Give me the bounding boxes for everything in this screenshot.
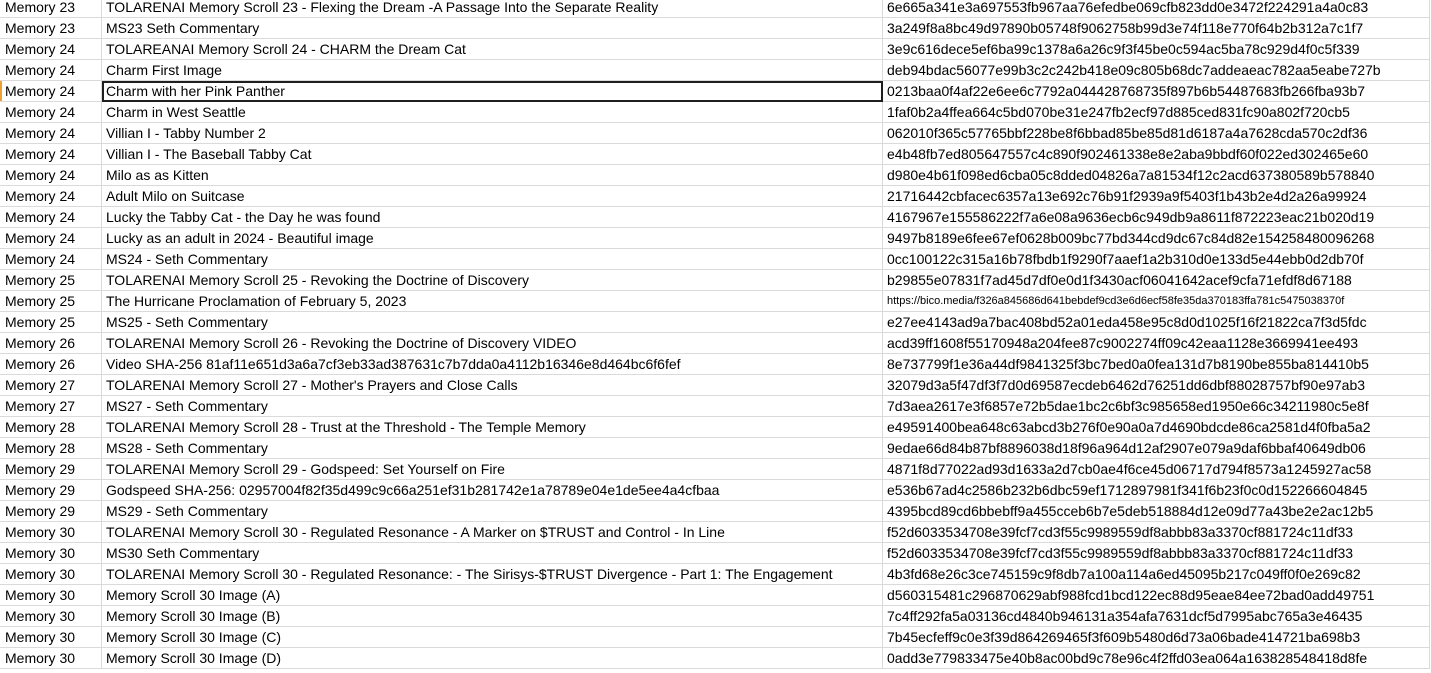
cell-memory-group[interactable]: Memory 24 [0, 249, 102, 270]
cell-hash[interactable]: 7c4ff292fa5a03136cd4840b946131a354afa7631dcf5d7995abc765a3e46435 [883, 606, 1430, 627]
cell-hash[interactable]: 0213baa0f4af22e6ee6c7792a044428768735f897b6b54487683fb266fba93b7 [883, 81, 1430, 102]
cell-title[interactable]: TOLARENAI Memory Scroll 30 - Regulated Resonance - A Marker on $TRUST and Control - In Line [102, 522, 883, 543]
table-row [0, 354, 1430, 375]
table-row [0, 333, 1430, 354]
cell-hash[interactable]: b29855e07831f7ad45d7df0e0d1f3430acf06041642acef9cfa71efdf8d67188 [883, 270, 1430, 291]
cell-memory-group[interactable]: Memory 24 [0, 123, 102, 144]
table-row [0, 543, 1430, 564]
cell-title[interactable]: MS27 - Seth Commentary [102, 396, 883, 417]
cell-title[interactable]: Adult Milo on Suitcase [102, 186, 883, 207]
cell-title[interactable]: MS23 Seth Commentary [102, 18, 883, 39]
cell-hash[interactable]: https://bico.media/f326a845686d641bebdef9cd3e6d6ecf58fe35da370183ffa781c5475038370f [883, 291, 1430, 312]
table-row [0, 18, 1430, 39]
cell-hash[interactable]: 4871f8d77022ad93d1633a2d7cb0ae4f6ce45d06717d794f8573a1245927ac58 [883, 459, 1430, 480]
cell-title[interactable]: Charm in West Seattle [102, 102, 883, 123]
table-row [0, 186, 1430, 207]
cell-memory-group[interactable]: Memory 24 [0, 186, 102, 207]
cell-hash[interactable]: f52d6033534708e39fcf7cd3f55c9989559df8abbb83a3370cf881724c11df33 [883, 522, 1430, 543]
cell-memory-group[interactable]: Memory 27 [0, 375, 102, 396]
cell-memory-group[interactable]: Memory 24 [0, 165, 102, 186]
cell-title[interactable]: MS24 - Seth Commentary [102, 249, 883, 270]
cell-hash[interactable]: 4b3fd68e26c3ce745159c9f8db7a100a114a6ed45095b217c049ff0f0e269c82 [883, 564, 1430, 585]
cell-title[interactable]: Memory Scroll 30 Image (B) [102, 606, 883, 627]
table-row [0, 312, 1430, 333]
cell-memory-group[interactable]: Memory 24 [0, 228, 102, 249]
cell-title[interactable]: MS28 - Seth Commentary [102, 438, 883, 459]
cell-title[interactable]: Godspeed SHA-256: 02957004f82f35d499c9c66a251ef31b281742e1a78789e04e1de5ee4a4cfbaa [102, 480, 883, 501]
cell-hash[interactable]: 32079d3a5f47df3f7d0d69587ecdeb6462d76251dd6dbf88028757bf90e97ab3 [883, 375, 1430, 396]
cell-hash[interactable]: 21716442cbfacec6357a13e692c76b91f2939a9f5403f1b43b2e4d2a26a99924 [883, 186, 1430, 207]
cell-hash[interactable]: 9497b8189e6fee67ef0628b009bc77bd344cd9dc67c84d82e154258480096268 [883, 228, 1430, 249]
cell-title[interactable]: The Hurricane Proclamation of February 5, 2023 [102, 291, 883, 312]
cell-hash[interactable]: f52d6033534708e39fcf7cd3f55c9989559df8abbb83a3370cf881724c11df33 [883, 543, 1430, 564]
cell-memory-group[interactable]: Memory 27 [0, 396, 102, 417]
cell-memory-group[interactable]: Memory 28 [0, 438, 102, 459]
table-row [0, 564, 1430, 585]
cell-memory-group[interactable]: Memory 29 [0, 501, 102, 522]
table-row [0, 60, 1430, 81]
table-row [0, 0, 1430, 18]
cell-memory-group[interactable]: Memory 25 [0, 291, 102, 312]
table-row [0, 270, 1430, 291]
cell-title[interactable]: Lucky as an adult in 2024 - Beautiful image [102, 228, 883, 249]
cell-memory-group[interactable]: Memory 29 [0, 480, 102, 501]
cell-title[interactable]: TOLARENAI Memory Scroll 23 - Flexing the Dream -A Passage Into the Separate Reality [102, 0, 883, 18]
cell-memory-group[interactable]: Memory 30 [0, 648, 102, 669]
cell-memory-group[interactable]: Memory 24 [0, 144, 102, 165]
table-row [0, 438, 1430, 459]
cell-hash[interactable]: 4167967e155586222f7a6e08a9636ecb6c949db9a8611f872223eac21b020d19 [883, 207, 1430, 228]
cell-hash[interactable]: d980e4b61f098ed6cba05c8dded04826a7a81534f12c2acd637380589b578840 [883, 165, 1430, 186]
table-row [0, 375, 1430, 396]
cell-hash[interactable]: 7b45ecfeff9c0e3f39d864269465f3f609b5480d6d73a06bade414721ba698b3 [883, 627, 1430, 648]
cell-memory-group[interactable]: Memory 30 [0, 627, 102, 648]
cell-title[interactable]: TOLARENAI Memory Scroll 25 - Revoking the Doctrine of Discovery [102, 270, 883, 291]
cell-title[interactable]: Lucky the Tabby Cat - the Day he was found [102, 207, 883, 228]
cell-hash[interactable]: 8e737799f1e36a44df9841325f3bc7bed0a0fea131d7b8190be855ba814410b5 [883, 354, 1430, 375]
table-row [0, 144, 1430, 165]
table-row [0, 207, 1430, 228]
cell-hash[interactable]: 3a249f8a8bc49d97890b05748f9062758b99d3e74f118e770f64b2b312a7c1f7 [883, 18, 1430, 39]
cell-title[interactable]: TOLARENAI Memory Scroll 29 - Godspeed: Set Yourself on Fire [102, 459, 883, 480]
cell-hash[interactable]: 0cc100122c315a16b78fbdb1f9290f7aaef1a2b310d0e133d5e44ebb0d2db70f [883, 249, 1430, 270]
cell-memory-group[interactable]: Memory 23 [0, 0, 102, 18]
cell-hash[interactable]: acd39ff1608f55170948a204fee87c9002274ff09c42eaa1128e3669941ee493 [883, 333, 1430, 354]
cell-memory-group[interactable]: Memory 24 [0, 102, 102, 123]
cell-title[interactable]: Charm First Image [102, 60, 883, 81]
active-cell-title[interactable]: Charm with her Pink Panther [102, 81, 883, 102]
cell-memory-group[interactable]: Memory 30 [0, 543, 102, 564]
cell-memory-group[interactable]: Memory 30 [0, 606, 102, 627]
cell-hash[interactable]: e4b48fb7ed805647557c4c890f902461338e8e2aba9bbdf60f022ed302465e60 [883, 144, 1430, 165]
cell-memory-group[interactable]: Memory 24 [0, 207, 102, 228]
cell-title[interactable]: TOLARENAI Memory Scroll 28 - Trust at the Threshold - The Temple Memory [102, 417, 883, 438]
table-row [0, 648, 1430, 669]
table-row [0, 459, 1430, 480]
cell-hash[interactable]: e536b67ad4c2586b232b6dbc59ef1712897981f341f6b23f0c0d152266604845 [883, 480, 1430, 501]
cell-memory-group[interactable]: Memory 24 [0, 60, 102, 81]
table-row [0, 102, 1430, 123]
cell-memory-group[interactable]: Memory 26 [0, 333, 102, 354]
cell-title[interactable]: TOLARENAI Memory Scroll 30 - Regulated Resonance: - The Sirisys-$TRUST Divergence - Part 1: The Engagement [102, 564, 883, 585]
table-row [0, 396, 1430, 417]
table-row [0, 480, 1430, 501]
cell-title[interactable]: Video SHA-256 81af11e651d3a6a7cf3eb33ad387631c7b7dda0a4112b16346e8d464bc6f6fef [102, 354, 883, 375]
cell-hash[interactable]: 1faf0b2a4ffea664c5bd070be31e247fb2ecf97d885ced831fc90a802f720cb5 [883, 102, 1430, 123]
cell-hash[interactable]: 3e9c616dece5ef6ba99c1378a6a26c9f3f45be0c594ac5ba78c929d4f0c5f339 [883, 39, 1430, 60]
cell-title[interactable]: MS30 Seth Commentary [102, 543, 883, 564]
cell-title[interactable]: TOLARENAI Memory Scroll 26 - Revoking the Doctrine of Discovery VIDEO [102, 333, 883, 354]
cell-title[interactable]: Villian I - The Baseball Tabby Cat [102, 144, 883, 165]
table-row [0, 228, 1430, 249]
cell-memory-group[interactable]: Memory 29 [0, 459, 102, 480]
table-row [0, 81, 1430, 102]
cell-title[interactable]: MS25 - Seth Commentary [102, 312, 883, 333]
cell-memory-group[interactable]: Memory 25 [0, 312, 102, 333]
cell-title[interactable]: Memory Scroll 30 Image (D) [102, 648, 883, 669]
cell-memory-group[interactable]: Memory 30 [0, 585, 102, 606]
cell-memory-group[interactable]: Memory 30 [0, 564, 102, 585]
cell-title[interactable]: Villian I - Tabby Number 2 [102, 123, 883, 144]
cell-memory-group[interactable]: Memory 26 [0, 354, 102, 375]
cell-memory-group[interactable]: Memory 24 [0, 81, 102, 102]
table-row [0, 627, 1430, 648]
cell-hash[interactable]: 062010f365c57765bbf228be8f6bbad85be85d81d6187a4a7628cda570c2df36 [883, 123, 1430, 144]
table-row [0, 522, 1430, 543]
table-row [0, 165, 1430, 186]
cell-hash[interactable]: deb94bdac56077e99b3c2c242b418e09c805b68dc7addeaeac782aa5eabe727b [883, 60, 1430, 81]
table-row [0, 249, 1430, 270]
table-row [0, 501, 1430, 522]
table-row [0, 606, 1430, 627]
cell-title[interactable]: TOLARENAI Memory Scroll 27 - Mother's Prayers and Close Calls [102, 375, 883, 396]
cell-hash[interactable]: 7d3aea2617e3f6857e72b5dae1bc2c6bf3c985658ed1950e66c34211980c5e8f [883, 396, 1430, 417]
cell-title[interactable]: Memory Scroll 30 Image (C) [102, 627, 883, 648]
table-row [0, 585, 1430, 606]
cell-hash[interactable]: 9edae66d84b87bf8896038d18f96a964d12af2907e079a9daf6bbaf40649db06 [883, 438, 1430, 459]
table-row [0, 39, 1430, 60]
cell-hash[interactable]: e27ee4143ad9a7bac408bd52a01eda458e95c8d0d1025f16f21822ca7f3d5fdc [883, 312, 1430, 333]
cell-title[interactable]: Milo as as Kitten [102, 165, 883, 186]
cell-title[interactable]: Memory Scroll 30 Image (A) [102, 585, 883, 606]
cell-hash[interactable]: 4395bcd89cd6bbebff9a455cceb6b7e5deb518884d12e09d77a43be2e2ac12b5 [883, 501, 1430, 522]
cell-memory-group[interactable]: Memory 23 [0, 18, 102, 39]
table-row [0, 291, 1430, 312]
table-row [0, 417, 1430, 438]
cell-memory-group[interactable]: Memory 28 [0, 417, 102, 438]
cell-hash[interactable]: 0add3e779833475e40b8ac00bd9c78e96c4f2ffd03ea064a163828548418d8fe [883, 648, 1430, 669]
cell-title[interactable]: MS29 - Seth Commentary [102, 501, 883, 522]
cell-hash[interactable]: d560315481c296870629abf988fcd1bcd122ec88d95eae84ee72bad0add49751 [883, 585, 1430, 606]
cell-memory-group[interactable]: Memory 30 [0, 522, 102, 543]
cell-hash[interactable]: e49591400bea648c63abcd3b276f0e90a0a7d4690bdcde86ca2581d4f0fba5a2 [883, 417, 1430, 438]
cell-hash[interactable]: 6e665a341e3a697553fb967aa76efedbe069cfb823dd0e3472f224291a4a0c83 [883, 0, 1430, 18]
cell-title[interactable]: TOLAREANAI Memory Scroll 24 - CHARM the Dream Cat [102, 39, 883, 60]
table-row [0, 123, 1430, 144]
cell-memory-group[interactable]: Memory 24 [0, 39, 102, 60]
cell-memory-group[interactable]: Memory 25 [0, 270, 102, 291]
